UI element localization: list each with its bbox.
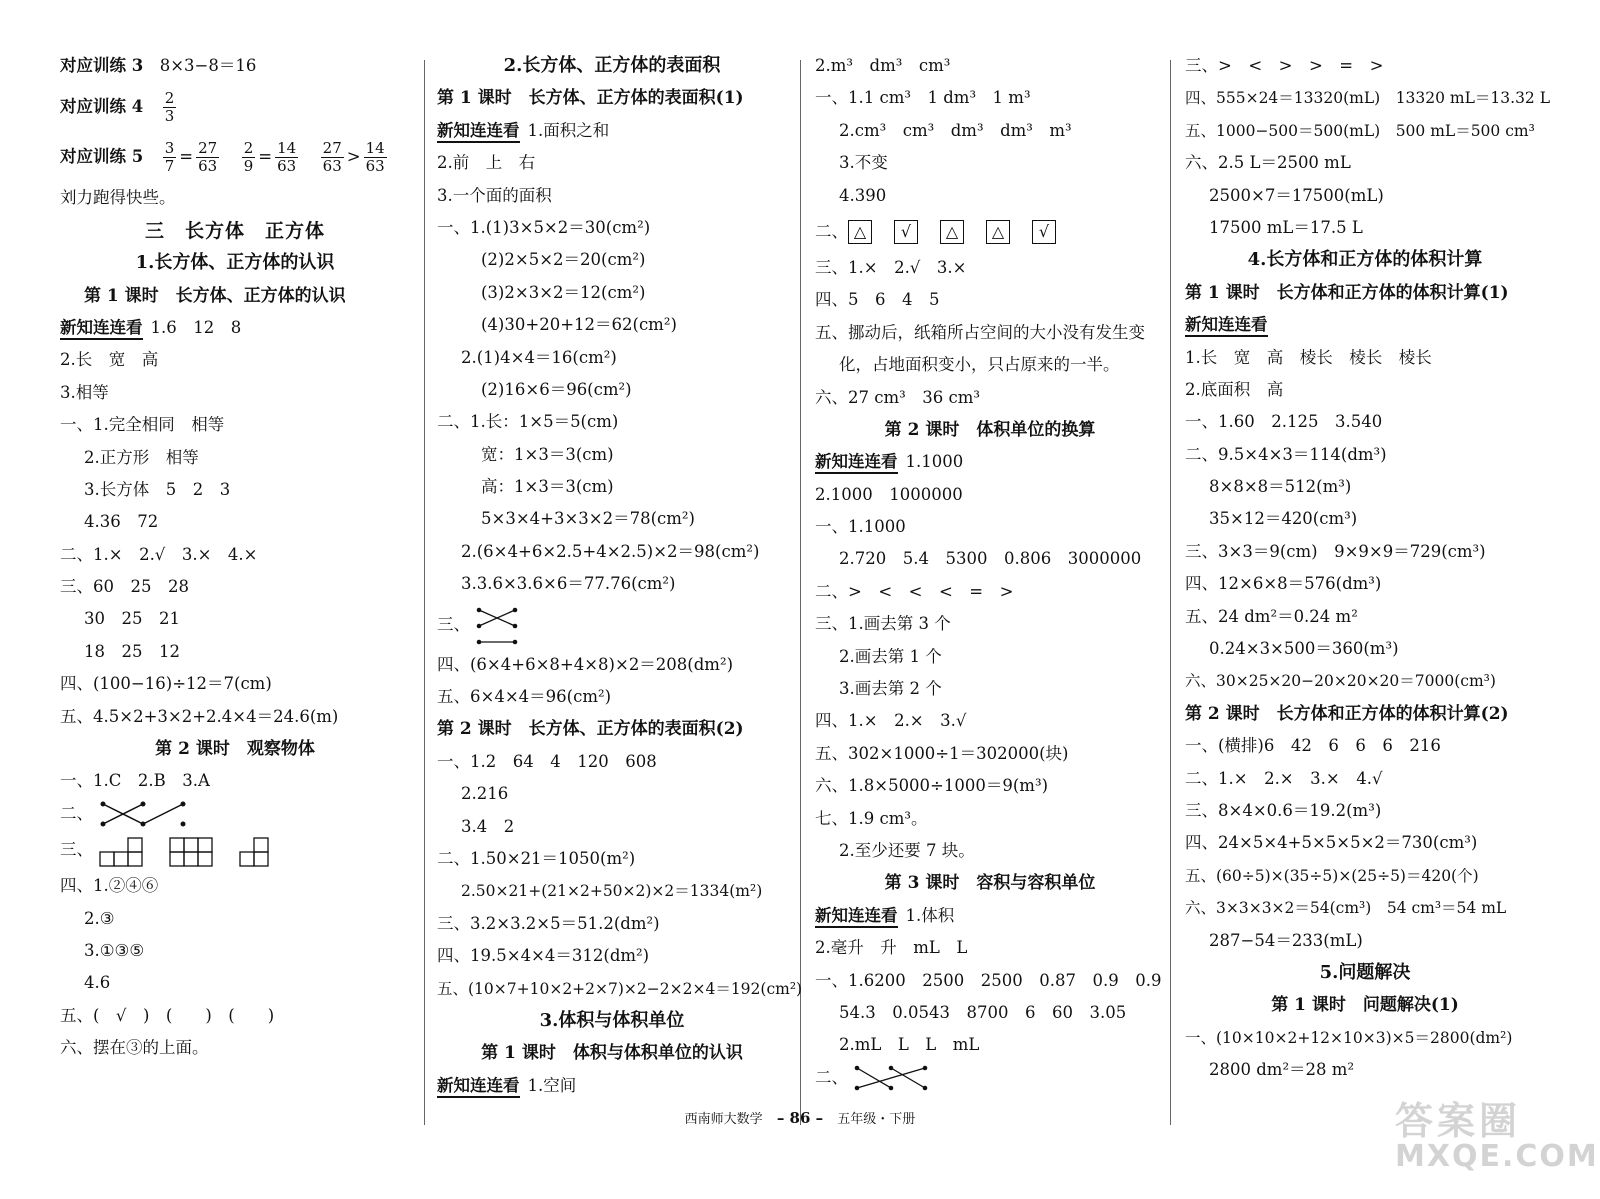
fraction: $\frac{2}{3}$ — [164, 89, 175, 126]
answer-line: 2.画去第 1 个 — [839, 646, 942, 666]
answer-line: 2.毫升 升 mL L — [815, 938, 968, 958]
answer-line: 六、30×25×20−20×20×20＝7000(cm³) — [1185, 672, 1496, 691]
answer-line: 二、1.× 2.× 3.× 4.√ — [1185, 768, 1383, 788]
lesson-title: 第 1 课时 长方体、正方体的认识 — [84, 285, 346, 306]
answer-line: 一、1.60 2.125 3.540 — [1185, 412, 1383, 432]
answer-line: 七、1.9 cm³。 — [815, 808, 928, 828]
answer-box: △ — [986, 220, 1010, 244]
page-number: – 86 – — [776, 1109, 824, 1127]
answer-line: 六、1.8×5000÷1000＝9(m³) — [815, 776, 1049, 796]
answer-line: 35×12＝420(cm³) — [1209, 509, 1358, 529]
column-1 — [60, 50, 410, 1065]
lesson-title: 第 2 课时 体积单位的换算 — [884, 419, 1096, 440]
column-divider — [1170, 60, 1171, 1125]
xinzhi-tag: 新知连连看 — [815, 906, 898, 928]
answer-line: 18 25 12 — [84, 641, 180, 661]
answer-box: △ — [940, 220, 964, 244]
answer-line: 3.相等 — [60, 382, 109, 402]
answer-line: 17500 mL＝17.5 L — [1209, 217, 1363, 237]
answer-line: 六、3×3×3×2＝54(cm³) 54 cm³＝54 mL — [1185, 899, 1507, 918]
answer-line: 2500×7＝17500(mL) — [1209, 185, 1384, 205]
answer-line: 二、9.5×4×3＝114(dm³) — [1185, 444, 1387, 464]
answer-line: 一、1.C 2.B 3.A — [60, 771, 210, 791]
answer-line: 六、27 cm³ 36 cm³ — [815, 387, 980, 407]
column-2 — [437, 50, 803, 1102]
section-title: 4.长方体和正方体的体积计算 — [1247, 249, 1483, 271]
answer-line: 二、 △ √ △ △ √ — [815, 212, 1165, 252]
xinzhi-tag: 新知连连看 — [60, 318, 143, 340]
column-divider — [424, 60, 425, 1125]
answer-line: 2.cm³ cm³ dm³ dm³ m³ — [839, 120, 1072, 140]
answer-line: 化，占地面积变小，只占原来的一半。 — [839, 355, 1120, 375]
answer-line: 四、24×5×4+5×5×5×2＝730(cm³) — [1185, 833, 1478, 853]
answer-line: 五、挪动后，纸箱所占空间的大小没有发生变 — [815, 322, 1145, 342]
lesson-title: 第 2 课时 观察物体 — [155, 739, 315, 760]
answer-line: 二、1.50×21＝1050(m²) — [437, 848, 636, 868]
column-4 — [1185, 50, 1551, 1087]
view-figures — [98, 834, 288, 868]
section-title: 5.问题解决 — [1319, 961, 1411, 983]
answer-line: 三、1.× 2.√ 3.× — [815, 257, 967, 277]
answer-line: 3.不变 — [839, 153, 888, 173]
answer-line: 一、1.6200 2500 2500 0.87 0.9 0.9 — [815, 970, 1162, 990]
column-divider — [800, 60, 801, 1125]
answer-line: (2)2×5×2＝20(cm²) — [481, 250, 646, 270]
answer-line: 五、24 dm²＝0.24 m² — [1185, 606, 1358, 626]
answer-line: 3.画去第 2 个 — [839, 679, 942, 699]
answer-line: 3.4 2 — [461, 816, 515, 836]
answer-line: 四、12×6×8＝576(dm³) — [1185, 574, 1382, 594]
answer-line: 四、1.②④⑥ — [60, 876, 159, 896]
answer-line: 3.一个面的面积 — [437, 185, 552, 205]
answer-line: 五、302×1000÷1＝302000(块) — [815, 743, 1069, 763]
answer-line: 对应训练 3 8×3−8＝16 — [60, 56, 257, 75]
answer-line: 新知连连看 1.面积之和 — [437, 115, 787, 147]
answer-box: △ — [848, 220, 872, 244]
watermark-logo — [1395, 1090, 1599, 1190]
answer-line: 2800 dm²＝28 m² — [1209, 1060, 1355, 1080]
answer-line: 三、 — [60, 830, 410, 870]
matching-lines-figure — [98, 800, 188, 828]
answer-box: √ — [894, 220, 918, 244]
answer-line: 五、4.5×2+3×2+2.4×4＝24.6(m) — [60, 706, 339, 726]
answer-line: 新知连连看 1.6 12 8 — [60, 312, 410, 344]
answer-line: 新知连连看 1.体积 — [815, 900, 1165, 932]
answer-line: 六、2.5 L＝2500 mL — [1185, 153, 1351, 173]
section-title: 1.长方体、正方体的认识 — [135, 252, 335, 274]
answer-line: 对应训练 4 $\frac{2}{3}$ — [60, 89, 175, 126]
answer-line: 三、60 25 28 — [60, 577, 189, 597]
footer-grade: 五年级・下册 — [837, 1112, 916, 1127]
watermark-line1: 答案圈 — [1395, 1099, 1522, 1143]
xinzhi-tag: 新知连连看 — [1185, 315, 1268, 337]
answer-line: 对应训练 5 $\frac{3}{7}$ = $\frac{27}{63}$ $\frac{2}{9}$ = $\frac{14}{63}$ $\frac{27}{63}$ > $\frac{14}{63}$ — [60, 139, 385, 176]
answer-line: 五、6×4×4＝96(cm²) — [437, 687, 612, 707]
answer-line: 1.长 宽 高 棱长 棱长 棱长 — [1185, 347, 1432, 367]
answer-line: 五、1000−500＝500(mL) 500 mL＝500 cm³ — [1185, 121, 1535, 140]
answer-line: 2.50×21+(21×2+50×2)×2＝1334(m²) — [461, 882, 763, 901]
answer-line: 六、摆在③的上面。 — [60, 1038, 209, 1058]
answer-line: 2.底面积 高 — [1185, 379, 1284, 399]
answer-line: 二、 — [60, 798, 410, 830]
footer-publisher: 西南师大数学 — [684, 1112, 763, 1127]
answer-line: 五、(10×7+10×2+2×7)×2−2×2×4＝192(cm²) — [437, 979, 803, 998]
answer-line: 4.390 — [839, 185, 887, 205]
answer-line: (2)16×6＝96(cm²) — [481, 379, 632, 399]
answer-line: (3)2×3×2＝12(cm²) — [481, 282, 646, 302]
answer-line: 3.3.6×3.6×6＝77.76(cm²) — [461, 574, 676, 594]
answer-line: 2.720 5.4 5300 0.806 3000000 — [839, 549, 1142, 569]
lesson-title: 第 1 课时 长方体、正方体的表面积(1) — [437, 88, 744, 109]
answer-line: 2.正方形 相等 — [84, 447, 199, 467]
answer-line: (4)30+20+12＝62(cm²) — [481, 315, 677, 335]
answer-line: 8×8×8＝512(m³) — [1209, 477, 1352, 497]
answer-line: 新知连连看 1.空间 — [437, 1070, 787, 1102]
answer-line: 二、 — [815, 1062, 1165, 1094]
answer-line: 五、( √ ) ( ) ( ) — [60, 1005, 275, 1025]
lesson-title: 第 1 课时 长方体和正方体的体积计算(1) — [1185, 282, 1509, 303]
page-footer — [0, 1108, 1600, 1127]
lesson-title: 第 2 课时 长方体和正方体的体积计算(2) — [1185, 703, 1509, 724]
answer-line: 二、1.× 2.√ 3.× 4.× — [60, 544, 258, 564]
lesson-title: 第 3 课时 容积与容积单位 — [884, 873, 1096, 894]
answer-line: 4.6 — [84, 973, 111, 993]
answer-line: 一、1.(1)3×5×2＝30(cm²) — [437, 217, 651, 237]
answer-line: 3.长方体 5 2 3 — [84, 479, 231, 499]
answer-line: 一、1.2 64 4 120 608 — [437, 751, 657, 771]
answer-line: 三、3.2×3.2×5＝51.2(dm²) — [437, 913, 660, 933]
answer-line: 五、(60÷5)×(35÷5)×(25÷5)＝420(个) — [1185, 866, 1479, 885]
matching-lines-figure — [853, 1064, 933, 1092]
answer-line: 4.36 72 — [84, 512, 159, 532]
chapter-title: 三 长方体 正方体 — [144, 219, 325, 242]
answer-line: 刘力跑得快些。 — [60, 188, 176, 208]
watermark-line2: MXQE.COM — [1395, 1139, 1599, 1174]
answer-line: 三、> < > > = > — [1185, 56, 1384, 75]
answer-line: 三、8×4×0.6＝19.2(m³) — [1185, 800, 1382, 820]
answer-line: 2.至少还要 7 块。 — [839, 840, 975, 860]
answer-line: 2.③ — [84, 908, 115, 928]
section-title: 2.长方体、正方体的表面积 — [503, 55, 721, 76]
answer-line: 三、3×3＝9(cm) 9×9×9＝729(cm³) — [1185, 541, 1486, 561]
answer-line: 四、(100−16)÷12＝7(cm) — [60, 674, 272, 694]
lesson-title: 第 1 课时 问题解决(1) — [1271, 995, 1459, 1016]
answer-line: 新知连连看 1.1000 — [815, 446, 1165, 478]
answer-line: 2.(6×4+6×2.5+4×2.5)×2＝98(cm²) — [461, 541, 760, 561]
answer-line: 四、1.× 2.× 3.√ — [815, 711, 967, 731]
answer-line: 5×3×4+3×3×2＝78(cm²) — [481, 509, 695, 529]
column-3 — [815, 50, 1165, 1094]
answer-line: 2.前 上 右 — [437, 153, 536, 173]
xinzhi-tag: 新知连连看 — [437, 1076, 520, 1098]
answer-line: 四、5 6 4 5 — [815, 290, 940, 310]
lesson-title: 第 2 课时 长方体、正方体的表面积(2) — [437, 719, 744, 740]
answer-line: 一、(横排)6 42 6 6 6 216 — [1185, 736, 1441, 756]
net-matching-figure — [475, 604, 525, 646]
section-title: 3.体积与体积单位 — [539, 1009, 685, 1031]
answer-box: √ — [1032, 220, 1056, 244]
answer-line: 四、555×24＝13320(mL) 13320 mL＝13.32 L — [1185, 89, 1551, 108]
xinzhi-tag: 新知连连看 — [815, 452, 898, 474]
answer-line: 2.mL L L mL — [839, 1035, 980, 1055]
lesson-title: 第 1 课时 体积与体积单位的认识 — [481, 1043, 743, 1064]
answer-line: 一、1.1000 — [815, 517, 906, 537]
answer-line: 一、1.完全相同 相等 — [60, 415, 225, 435]
answer-line: 287−54＝233(mL) — [1209, 930, 1363, 950]
answer-line: 2.1000 1000000 — [815, 484, 963, 504]
answer-line: 2.m³ dm³ cm³ — [815, 56, 951, 75]
answer-line: 2.216 — [461, 784, 509, 804]
answer-line: 2.长 宽 高 — [60, 350, 159, 370]
answer-line: 一、(10×10×2+12×10×3)×5＝2800(dm²) — [1185, 1028, 1513, 1047]
answer-line: 30 25 21 — [84, 609, 180, 629]
answer-line — [1185, 309, 1545, 341]
answer-line: 二、1.长：1×5＝5(cm) — [437, 412, 619, 432]
answer-line: 0.24×3×500＝360(m³) — [1209, 639, 1399, 659]
answer-line: 一、1.1 cm³ 1 dm³ 1 m³ — [815, 88, 1031, 108]
answer-line: 高：1×3＝3(cm) — [481, 477, 614, 497]
answer-line: 宽：1×3＝3(cm) — [481, 444, 614, 464]
answer-line: 四、(6×4+6×8+4×8)×2＝208(dm²) — [437, 654, 734, 674]
answer-line: 二、> < < < = > — [815, 581, 1014, 601]
answer-line: 四、19.5×4×4＝312(dm²) — [437, 946, 650, 966]
answer-line: 3.①③⑤ — [84, 940, 145, 960]
xinzhi-tag: 新知连连看 — [437, 121, 520, 143]
answer-line: 三、 — [437, 601, 787, 649]
answer-line: 三、1.画去第 3 个 — [815, 614, 951, 634]
answer-line: 2.(1)4×4＝16(cm²) — [461, 347, 617, 367]
answer-line: 54.3 0.0543 8700 6 60 3.05 — [839, 1002, 1127, 1022]
